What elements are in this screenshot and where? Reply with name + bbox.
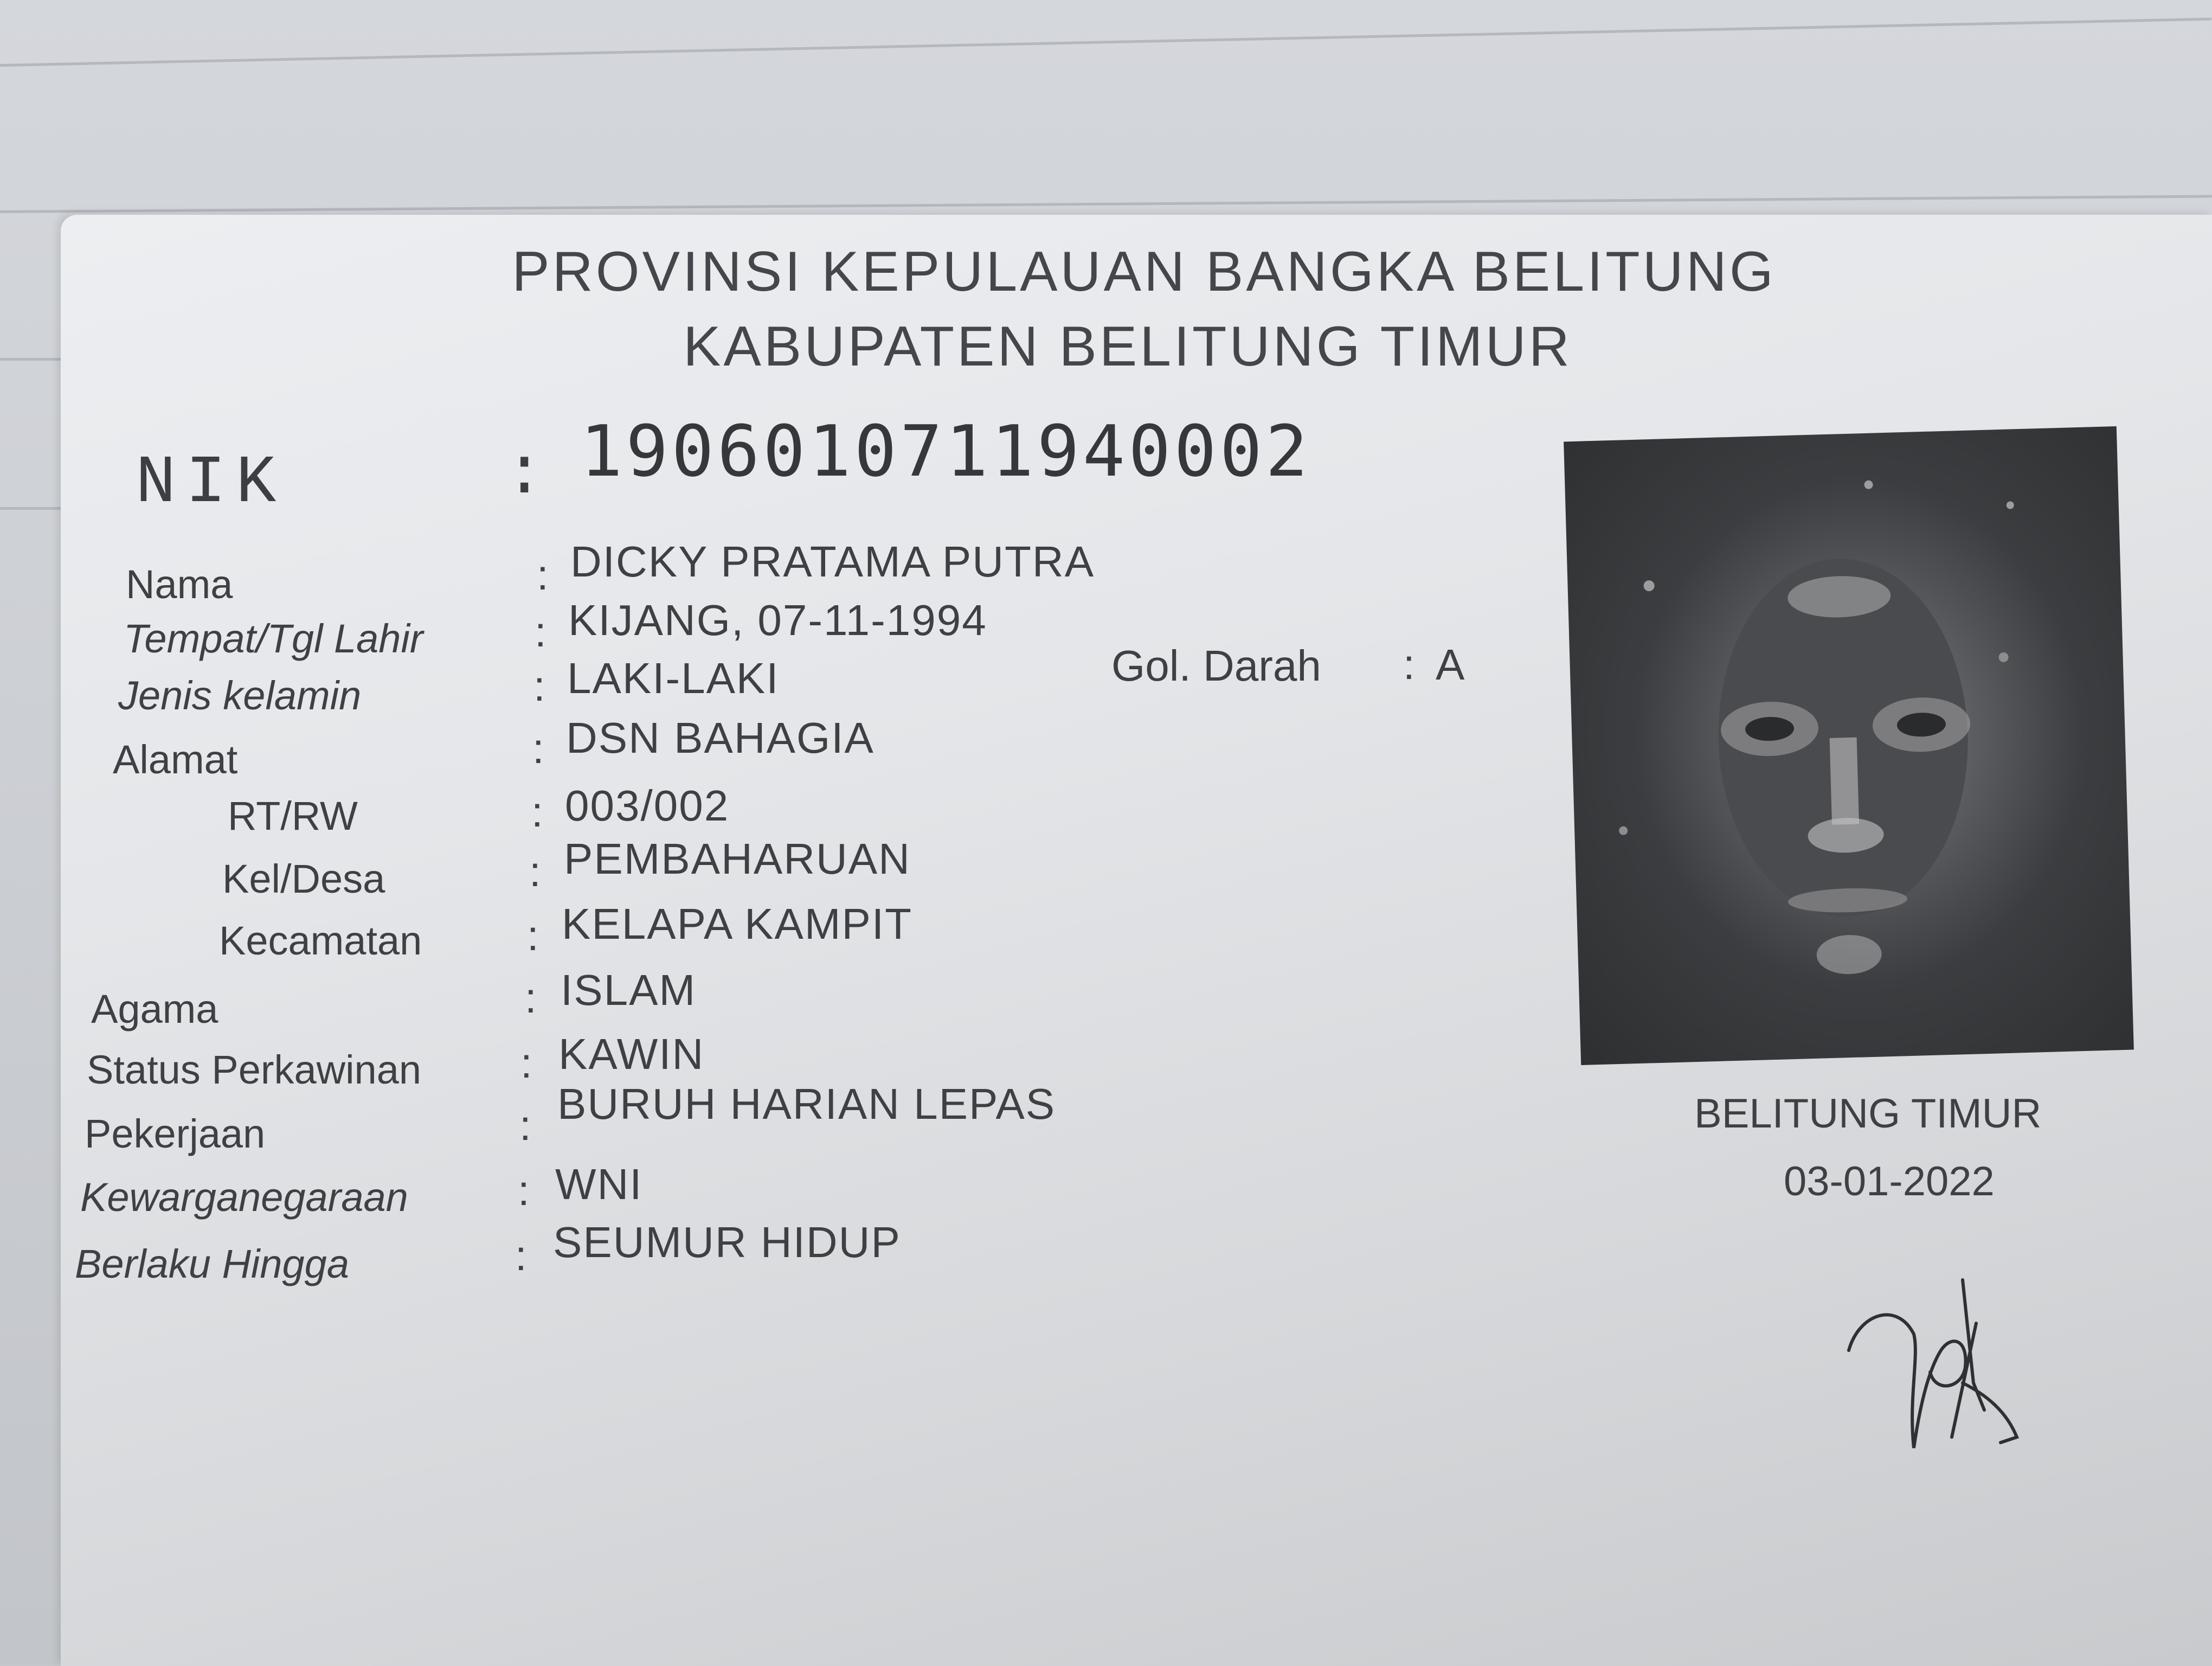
berlaku-hingga-separator: : bbox=[515, 1232, 527, 1279]
kewarganegaraan-value: WNI bbox=[555, 1160, 643, 1208]
berlaku-hingga-value: SEUMUR HIDUP bbox=[553, 1218, 901, 1266]
jenis-kelamin-value: LAKI-LAKI bbox=[567, 654, 780, 702]
pekerjaan-label: Pekerjaan bbox=[85, 1111, 266, 1156]
id-photo bbox=[1564, 426, 2134, 1065]
status-perkawinan-value: KAWIN bbox=[558, 1030, 705, 1078]
nama-separator: : bbox=[537, 551, 549, 599]
status-perkawinan-label: Status Perkawinan bbox=[87, 1047, 422, 1092]
kecamatan-value: KELAPA KAMPIT bbox=[562, 900, 912, 948]
jenis-kelamin-label: Jenis kelamin bbox=[118, 673, 362, 718]
gol-darah-label: Gol. Darah bbox=[1111, 642, 1321, 690]
rtrw-value: 003/002 bbox=[565, 781, 730, 830]
regency-title: KABUPATEN BELITUNG TIMUR bbox=[683, 315, 1572, 378]
rtrw-label: RT/RW bbox=[228, 793, 358, 838]
kewarganegaraan-label: Kewarganegaraan bbox=[80, 1175, 408, 1220]
ttl-value: KIJANG, 07-11-1994 bbox=[568, 596, 987, 644]
portrait-image bbox=[1564, 426, 2134, 1065]
nik-label: NIK bbox=[136, 446, 286, 522]
agama-separator: : bbox=[525, 974, 537, 1022]
keldesa-label: Kel/Desa bbox=[222, 856, 385, 901]
jenis-kelamin-separator: : bbox=[533, 662, 545, 710]
nik-value: 1906010711940002 bbox=[580, 410, 1311, 492]
issue-place: BELITUNG TIMUR bbox=[1694, 1091, 2042, 1137]
berlaku-hingga-label: Berlaku Hingga bbox=[75, 1241, 349, 1286]
gol-darah-separator: : bbox=[1403, 640, 1415, 688]
ttl-separator: : bbox=[535, 608, 546, 656]
nik-separator: : bbox=[504, 437, 545, 513]
alamat-value: DSN BAHAGIA bbox=[566, 714, 874, 762]
alamat-label: Alamat bbox=[113, 737, 238, 782]
nama-value: DICKY PRATAMA PUTRA bbox=[570, 537, 1095, 586]
signature bbox=[1838, 1274, 2055, 1481]
ttl-label: Tempat/Tgl Lahir bbox=[124, 616, 423, 661]
pekerjaan-separator: : bbox=[519, 1101, 531, 1149]
nama-label: Nama bbox=[126, 562, 233, 607]
agama-value: ISLAM bbox=[561, 966, 697, 1014]
province-title: PROVINSI KEPULAUAN BANGKA BELITUNG bbox=[512, 240, 1776, 303]
kewarganegaraan-separator: : bbox=[518, 1167, 530, 1214]
agama-label: Agama bbox=[91, 986, 218, 1031]
pekerjaan-value: BURUH HARIAN LEPAS bbox=[557, 1080, 1056, 1128]
kecamatan-label: Kecamatan bbox=[219, 918, 422, 963]
background-line-2 bbox=[0, 195, 2212, 213]
gol-darah-value: A bbox=[1436, 640, 1466, 689]
keldesa-value: PEMBAHARUAN bbox=[564, 835, 911, 883]
issue-date: 03-01-2022 bbox=[1784, 1158, 1995, 1204]
alamat-separator: : bbox=[532, 725, 544, 772]
status-perkawinan-separator: : bbox=[520, 1039, 532, 1087]
background-line-1 bbox=[0, 18, 2211, 67]
kecamatan-separator: : bbox=[527, 912, 539, 959]
keldesa-separator: : bbox=[529, 848, 541, 895]
rtrw-separator: : bbox=[531, 788, 543, 836]
